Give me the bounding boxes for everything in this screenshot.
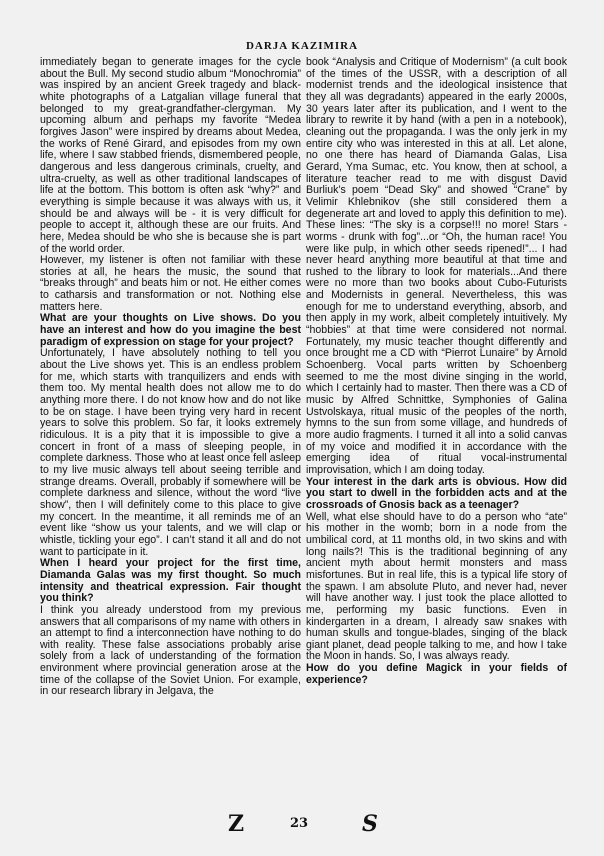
footer-left-glyph: Z xyxy=(228,811,245,837)
left-column xyxy=(40,57,301,698)
interview-question: Your interest in the dark arts is obvious. How did you start to dwell in the forbidden acts and at the crossroads of Gnosis back as a teenager? xyxy=(306,475,567,511)
right-column xyxy=(306,57,567,686)
interview-answer: However, my listener is often not familiar with these stories at all, he hears the music, the sound that “breaks through” and beats him or not. He either comes to catharsis and transformation or not. Nothing else matters here. xyxy=(40,254,301,313)
interview-answer: book “Analysis and Critique of Modernism” (a cult book of the times of the USSR, with a description of all modernist trends and the ideological insistence that they all was degradants) appeared in the early 2000s, 30 years later after its publication, and I went to the library to rewrite it by hand (with a pen in a notebook), cleaning out the propaganda. I was the only jerk in my entire city who was interested in this at all. Let alone, no one there has heard of Diamanda Galas, Lisa Gerard, Yma Sumac, etc. You know, then at school, a literature teacher read to me with disgust David Burliuk’s poem “Dead Sky” and showed “Crane” by Velimir Khlebnikov (she still considered them a degenerate art and loved to apply this definition to me). These lines: “The sky is a corpse!!! no more! Stars - worms - drunk with fog”...or “Oh, the human race! You were like pulp, in which other seeds ripened!”... I had never heard anything more beautiful at that time and rushed to the library to look for materials...And there were no more than two books about Cubo-Futurists and Modernists in general. Nevertheless, this was enough for me to understand everything, absorb, and then apply in my work, albeit completely intuitively. My “hobbies” at that time were considered not normal. Fortunately, my music teacher thought differently and once brought me a CD with “Pierrot Lunaire” by Arnold Schoenberg. Vocal parts written by Schoenberg seemed to me the most divine singing in the world, which I certainly had to master. Then there was a CD of music by Alfred Schnittke, Symphonies of Galina Ustvolskaya, ritual music of the peoples of the north, hymns to the sun from some village, and hundreds of more audio fragments. I turned it all into a solid canvas of my voice and modified it in accordance with the emerging idea of ritual vocal-instrumental improvisation, which I am doing today. xyxy=(306,57,567,476)
interview-answer: immediately began to generate images for the cycle about the Bull. My second studio album “Monochromia” was inspired by an ancient Greek tragedy and black-white photographs of a Latgalian village funeral that belonged to my great-grandfather-clergyman. My upcoming album and perhaps my favorite “Medea forgives Jason” were inspired by dreams about Medea, the works of René Girard, and episodes from my own life, where I saw stabbed friends, dismembered people, dangerous and less dangerous criminals, cruelty, and ultra-cruelty, as well as other traditional landscapes of life at the bottom. This bottom is often ask “why?” and everything is simple because it was always with us, it should be and always will be - it is very difficult for people to accept it, although these are our fruits. And here, Medea should be who she is because she is part of the world order. xyxy=(40,57,301,255)
interview-answer: I think you already understood from my previous answers that all comparisons of my name with others in an attempt to find a interconnection have nothing to do with reality. These false associations probably arise solely from a lack of understanding of the formation environment where provincial generation arose at the time of the collapse of the Soviet Union. For example, in our research library in Jelgava, the xyxy=(40,603,301,698)
interview-answer: Unfortunately, I have absolutely nothing to tell you about the Live shows yet. This is an endless problem for me, which starts with tranquilizers and ends with them too. My mental health does not allow me to do anything more there. I do not know how and do not like to be on stage. I have been trying very hard in recent years to solve this problem. So far, it looks extremely ridiculous. It is a pity that it is impossible to give a concert in front of a mass of sleeping people, in complete darkness. Those who at least once fell asleep to my live music always tell about seeing terrible and strange dreams. Overall, probably if somewhere will be complete darkness and silence, without the word “live show”, then I will definitely come to this place to give my concert. In the meantime, it all reminds me of an event like “show us your talents, and we will clap or whistle, tickling your ego”. I can’t stand it all and do not want to participate in it. xyxy=(40,347,301,558)
page-number: 23 xyxy=(290,816,309,831)
interview-answer: Well, what else should have to do a person who “ate” his mother in the womb; born in a node from the umbilical cord, at 11 months old, in two skins and with long nails?! This is the traditional beginning of any ancient myth about hermit monsters and mass misfortunes. But in real life, this is a typical life story of the spawn. I am absolute Pluto, and never had, never will have another way. I just took the place allotted to me, performing my basic functions. Even in kindergarten in a dream, I already saw snakes with human skulls and tongue-blades, singing of the black giant planet, dead people talking to me, and how I take the Moon in hands. So, I was always ready. xyxy=(306,510,567,663)
page-header-title: DARJA KAZIMIRA xyxy=(245,40,359,52)
interview-question: What are your thoughts on Live shows. Do you have an interest and how do you imagine the best paradigm of expression on stage for your project? xyxy=(40,312,301,348)
footer-right-glyph: S xyxy=(362,811,378,837)
interview-question: When I heard your project for the first time, Diamanda Galas was my first thought. So much intensity and theatrical expression. Fair thought you think? xyxy=(40,557,301,605)
page-footer xyxy=(0,812,604,836)
interview-question: How do you define Magick in your fields of experience? xyxy=(306,662,567,686)
